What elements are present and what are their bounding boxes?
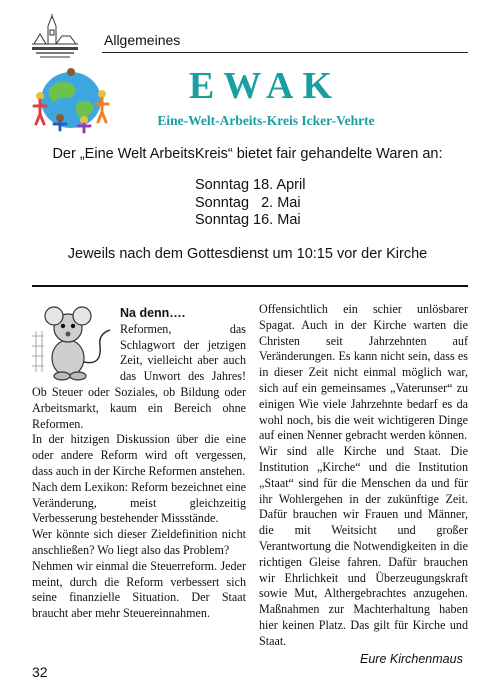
article-left-column [32, 306, 246, 622]
article-signature: Eure Kirchenmaus [360, 652, 463, 666]
header-divider [102, 52, 468, 53]
article-paragraph: Wir sind alle Kirche und Staat. Die Institution „Kirche“ und die Institution „Staat“ sind für die Menschen da und für ihr Wohlergehen in der zukünftige Zeit. Dafür brauchen wir Frauen und Männer, die mit Weitsicht und großer Verantwortung die Notwendigkeiten in die richtigen Gleise fahren. Dafür brauchen wir Ehrlichkeit und Überzeugungskraft sowie Mut, Althergebrachtes anzugehen. Maßnahmen zur Machterhaltung haben hier keinen Platz. Das gilt für Kirche und Staat. [259, 444, 468, 648]
article-paragraph: Nach dem Lexikon: Reform bezeichnet eine Veränderung, meist gleichzeitig Verbesserung bestehender Missstände. [32, 479, 246, 526]
article-paragraph: In der hitzigen Diskussion über die eine oder andere Reform wird oft vergessen, dass auch in der Kirche Reformen anstehen. [32, 432, 246, 478]
globe-with-people-icon [30, 66, 112, 134]
date-line: Sonntag 18. April [195, 177, 306, 193]
date-line: Sonntag 16. Mai [195, 212, 301, 228]
article-paragraph: Reformen, das Schlagwort der jetzigen Zeit, vielleicht aber auch das Unwort des Jahres! Ob Steuer oder Soziales, ob Bildung oder Arbeitsmarkt, kaum ein Bereich ohne Reformen. [32, 321, 246, 431]
date-line: Sonntag 2. Mai [195, 194, 301, 211]
section-label: Allgemeines [104, 32, 181, 48]
article-paragraph: Nehmen wir einmal die Steuerreform. Jeder meint, durch die Reform verbessert sich seine finanzielle Situation. Der Staat braucht aber mehr Steuereinnahmen. [32, 558, 246, 621]
section-divider [32, 285, 468, 287]
article-paragraph: Offensichtlich ein schier unlösbarer Spagat. Auch in der Kirche warten die Christen seit Jahrzehnten auf Veränderungen. Es kann nicht sein, dass es in dieser Zeit nicht einmal möglich war, sich auf ein gemeinsames „Vaterunser“ zu einigen Wie viele Jahrzehnte bedarf es da wohl noch, bis die weit wichtigeren Dinge auf einen Nenner gebracht werden können. [259, 302, 468, 443]
ewak-title: EWAK [188, 65, 342, 107]
page-number: 32 [32, 664, 48, 680]
church-logo-icon [30, 14, 80, 60]
article-heading: Na denn…. [120, 306, 186, 320]
article-paragraph: Wer könnte sich dieser Zieldefinition nicht anschließen? Wo liegt also das Problem? [32, 527, 246, 557]
ewak-dates [195, 177, 305, 230]
ewak-subtitle: Eine-Welt-Arbeits-Kreis Icker-Vehrte [157, 113, 375, 128]
ewak-intro: Der „Eine Welt ArbeitsKreis“ bietet fair gehandelte Waren an: [52, 146, 443, 162]
ewak-time-note: Jeweils nach dem Gottesdienst um 10:15 vor der Kirche [67, 246, 428, 262]
article-right-column [259, 302, 468, 650]
